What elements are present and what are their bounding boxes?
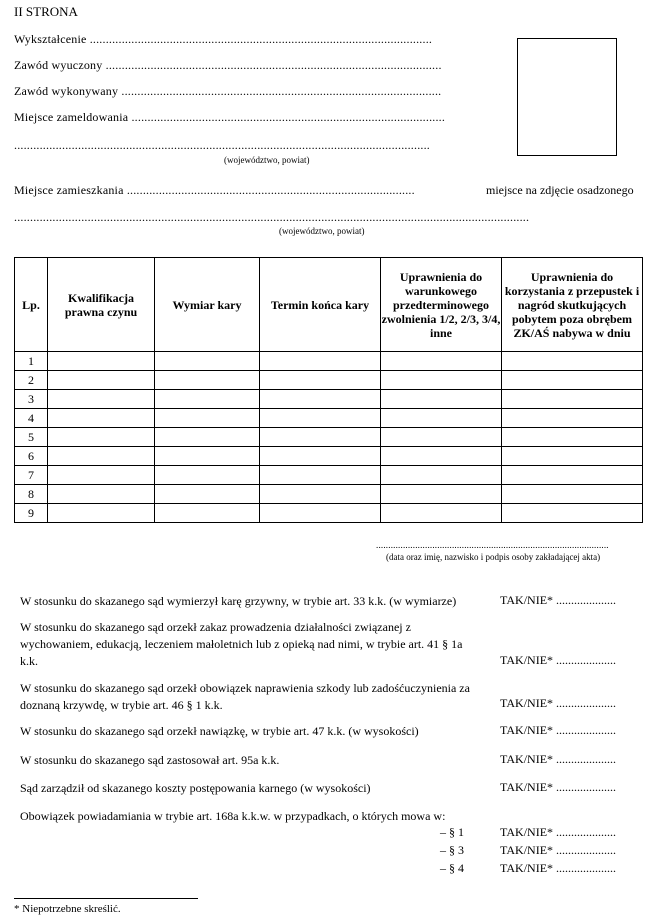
table-cell[interactable]	[260, 371, 381, 390]
table-cell[interactable]	[381, 466, 502, 485]
table-cell[interactable]	[260, 447, 381, 466]
residence-line[interactable]: .................................................................................................................................................................	[14, 210, 530, 224]
table-cell[interactable]	[381, 390, 502, 409]
table-cell[interactable]	[381, 409, 502, 428]
notification-text: Obowiązek powiadamiania w trybie art. 168a k.k.w. w przypadkach, o których mowa w:	[20, 809, 446, 823]
table-row	[15, 447, 643, 466]
table-row	[15, 466, 643, 485]
page-header: II STRONA	[14, 4, 78, 19]
table-cell[interactable]	[48, 485, 155, 504]
row-number: 4	[15, 409, 48, 428]
table-cell[interactable]	[381, 371, 502, 390]
notification-item-label: – § 3	[440, 843, 464, 857]
row-number: 1	[15, 352, 48, 371]
table-cell[interactable]	[48, 466, 155, 485]
table-cell[interactable]	[260, 390, 381, 409]
table-row	[15, 371, 643, 390]
question-damage-compensation: W stosunku do skazanego sąd orzekł obowiązek naprawienia szkody lub zadośćuczynienia za doznaną krzywdę, w trybie art. 46 § 1 k.k.	[20, 681, 470, 712]
residence-field[interactable]: Miejsce zamieszkania ..........................................................................................	[14, 183, 415, 197]
footnote-separator	[14, 898, 198, 899]
table-cell[interactable]	[155, 390, 260, 409]
table-cell[interactable]	[155, 409, 260, 428]
table-cell[interactable]	[502, 352, 643, 371]
table-cell[interactable]	[155, 466, 260, 485]
question-art-95a: W stosunku do skazanego sąd zastosował art. 95a k.k.	[20, 753, 280, 767]
table-cell[interactable]	[155, 504, 260, 523]
row-number: 7	[15, 466, 48, 485]
row-number: 3	[15, 390, 48, 409]
table-cell[interactable]	[502, 466, 643, 485]
table-cell[interactable]	[155, 447, 260, 466]
table-cell[interactable]	[502, 504, 643, 523]
question-costs: Sąd zarządził od skazanego koszty postępowania karnego (w wysokości)	[20, 781, 371, 795]
signature-line[interactable]: ...............................................................................................	[376, 540, 609, 550]
residence-caption: (województwo, powiat)	[279, 226, 365, 236]
registered-residence-field[interactable]: Miejsce zameldowania ..................................................................................................	[14, 110, 446, 124]
table-cell[interactable]	[155, 485, 260, 504]
table-header-row	[15, 258, 643, 352]
table-cell[interactable]	[502, 485, 643, 504]
learned-profession-field[interactable]: Zawód wyuczony .........................................................................................................	[14, 58, 442, 72]
table-cell[interactable]	[260, 352, 381, 371]
table-row	[15, 352, 643, 371]
table-cell[interactable]	[48, 409, 155, 428]
col-leave-entitlement: Uprawnienia do korzystania z przepustek i nagród skutkujących pobytem poza obrębem ZK/AŚ nabywa w dniu	[502, 258, 643, 352]
question-fine: W stosunku do skazanego sąd wymierzył karę grzywny, w trybie art. 33 k.k. (w wymiarze)	[20, 594, 457, 608]
registered-residence-line[interactable]: ..................................................................................................................................	[14, 138, 430, 152]
question-activity-ban: W stosunku do skazanego sąd orzekł zakaz prowadzenia działalności związanej z wychowaniem, edukacją, leczeniem małoletnich lub z opieką nad nimi, w trybie art. 41 § 1a k.k.	[20, 620, 463, 668]
notification-item-answer[interactable]: TAK/NIE* ....................	[500, 825, 617, 839]
table-cell[interactable]	[381, 504, 502, 523]
table-cell[interactable]	[502, 390, 643, 409]
answer-fine[interactable]: TAK/NIE* ....................	[500, 593, 617, 607]
col-sentence-length: Wymiar kary	[155, 258, 260, 352]
table-cell[interactable]	[155, 371, 260, 390]
notification-item-label: – § 4	[440, 861, 464, 875]
answer-surcharge[interactable]: TAK/NIE* ....................	[500, 723, 617, 737]
table-cell[interactable]	[48, 428, 155, 447]
signature-caption: (data oraz imię, nazwisko i podpis osoby zakładającej akta)	[386, 552, 601, 562]
table-cell[interactable]	[381, 352, 502, 371]
footnote: * Niepotrzebne skreślić.	[14, 903, 121, 915]
table-cell[interactable]	[260, 409, 381, 428]
table-cell[interactable]	[502, 447, 643, 466]
question-surcharge: W stosunku do skazanego sąd orzekł nawiązkę, w trybie art. 47 k.k. (w wysokości)	[20, 724, 419, 738]
answer-damage-compensation[interactable]: TAK/NIE* ....................	[500, 696, 617, 710]
table-cell[interactable]	[155, 428, 260, 447]
table-row	[15, 390, 643, 409]
table-cell[interactable]	[381, 485, 502, 504]
table-cell[interactable]	[381, 428, 502, 447]
row-number: 6	[15, 447, 48, 466]
answer-art-95a[interactable]: TAK/NIE* ....................	[500, 752, 617, 766]
table-cell[interactable]	[48, 447, 155, 466]
table-cell[interactable]	[381, 447, 502, 466]
table-row	[15, 485, 643, 504]
education-field[interactable]: Wykształcenie ...........................................................................................................	[14, 32, 433, 46]
col-parole-entitlement: Uprawnienia do warunkowego przedterminowego zwolnienia 1/2, 2/3, 3/4, inne	[381, 258, 502, 352]
notification-item-answer[interactable]: TAK/NIE* ....................	[500, 861, 617, 875]
table-cell[interactable]	[502, 371, 643, 390]
photo-placeholder	[517, 38, 617, 156]
table-cell[interactable]	[48, 504, 155, 523]
col-lp: Lp.	[15, 258, 48, 352]
answer-activity-ban[interactable]: TAK/NIE* ....................	[500, 653, 617, 667]
profession-practiced-field[interactable]: Zawód wykonywany ....................................................................................................	[14, 84, 442, 98]
table-cell[interactable]	[155, 352, 260, 371]
row-number: 5	[15, 428, 48, 447]
sentence-table	[14, 257, 643, 523]
answer-costs[interactable]: TAK/NIE* ....................	[500, 780, 617, 794]
registered-residence-caption: (województwo, powiat)	[224, 155, 310, 165]
table-cell[interactable]	[260, 485, 381, 504]
table-cell[interactable]	[48, 352, 155, 371]
notification-item-label: – § 1	[440, 825, 464, 839]
row-number: 8	[15, 485, 48, 504]
table-cell[interactable]	[48, 390, 155, 409]
table-cell[interactable]	[260, 504, 381, 523]
photo-caption: miejsce na zdjęcie osadzonego	[486, 183, 634, 197]
table-cell[interactable]	[48, 371, 155, 390]
table-cell[interactable]	[260, 466, 381, 485]
col-legal-qualification: Kwalifikacja prawna czynu	[48, 258, 155, 352]
table-cell[interactable]	[260, 428, 381, 447]
table-row	[15, 409, 643, 428]
row-number: 9	[15, 504, 48, 523]
row-number: 2	[15, 371, 48, 390]
notification-item-answer[interactable]: TAK/NIE* ....................	[500, 843, 617, 857]
table-row	[15, 428, 643, 447]
table-cell[interactable]	[502, 428, 643, 447]
col-sentence-end-date: Termin końca kary	[260, 258, 381, 352]
table-row	[15, 504, 643, 523]
table-cell[interactable]	[502, 409, 643, 428]
